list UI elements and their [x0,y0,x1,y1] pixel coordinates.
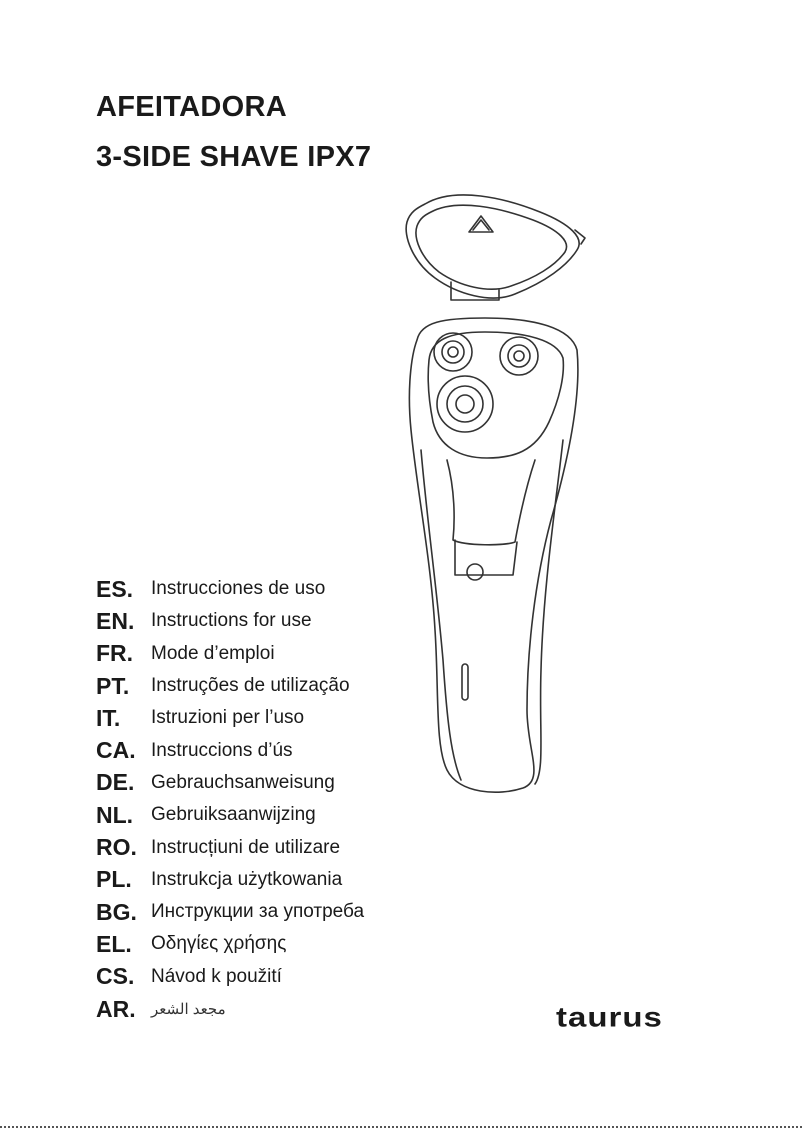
language-item-de [96,767,364,799]
language-code: DE. [96,769,135,796]
language-code: EN. [96,607,135,634]
language-code: FR. [96,640,134,667]
language-item-pt [96,670,364,702]
language-code: PL. [96,866,132,893]
language-code: PT. [96,672,130,699]
language-label: Instrukcja użytkowania [151,868,343,890]
language-label: Instrucciones de uso [151,578,326,600]
language-label: Gebruiksaanwijzing [151,804,316,826]
language-code: BG. [96,898,137,925]
language-label: Gebrauchsanweisung [151,771,335,793]
language-item-it [96,702,364,734]
electric-shaver-icon [395,190,605,795]
language-code: ES. [96,575,134,602]
language-code: EL. [96,930,132,957]
language-item-es [96,573,364,605]
language-list [96,573,364,1025]
page-edge-divider [0,1126,802,1128]
language-code: RO. [96,834,137,861]
language-code: AR. [96,995,136,1022]
language-item-ca [96,734,364,766]
language-label: Mode d’emploi [151,642,275,664]
language-item-pl [96,864,364,896]
taurus-logo: taurus [556,1000,663,1033]
language-label: مجعد الشعر [151,1001,226,1018]
language-item-bg [96,896,364,928]
title-line-1: AFEITADORA [96,91,287,123]
language-label: Instruções de utilização [151,675,350,697]
language-item-ro [96,831,364,863]
language-item-fr [96,638,364,670]
title-line-2: 3-SIDE SHAVE IPX7 [96,141,372,173]
language-item-nl [96,799,364,831]
language-item-ar [96,993,364,1025]
language-code: CA. [96,737,136,764]
language-item-en [96,605,364,637]
language-item-el [96,928,364,960]
language-label: Οδηγίες χρήσης [151,933,287,955]
language-label: Instruccions d’ús [151,739,293,761]
language-code: CS. [96,963,135,990]
shaver-cap-drawing [406,195,585,300]
shaver-body-drawing [409,318,577,792]
language-code: IT. [96,704,121,731]
language-item-cs [96,961,364,993]
language-label: Instrucțiuni de utilizare [151,836,341,858]
language-label: Návod k použití [151,965,282,987]
language-code: NL. [96,801,134,828]
language-label: Istruzioni per l’uso [151,707,305,729]
language-label: Инструкции за употреба [151,901,365,923]
language-label: Instructions for use [151,610,312,632]
